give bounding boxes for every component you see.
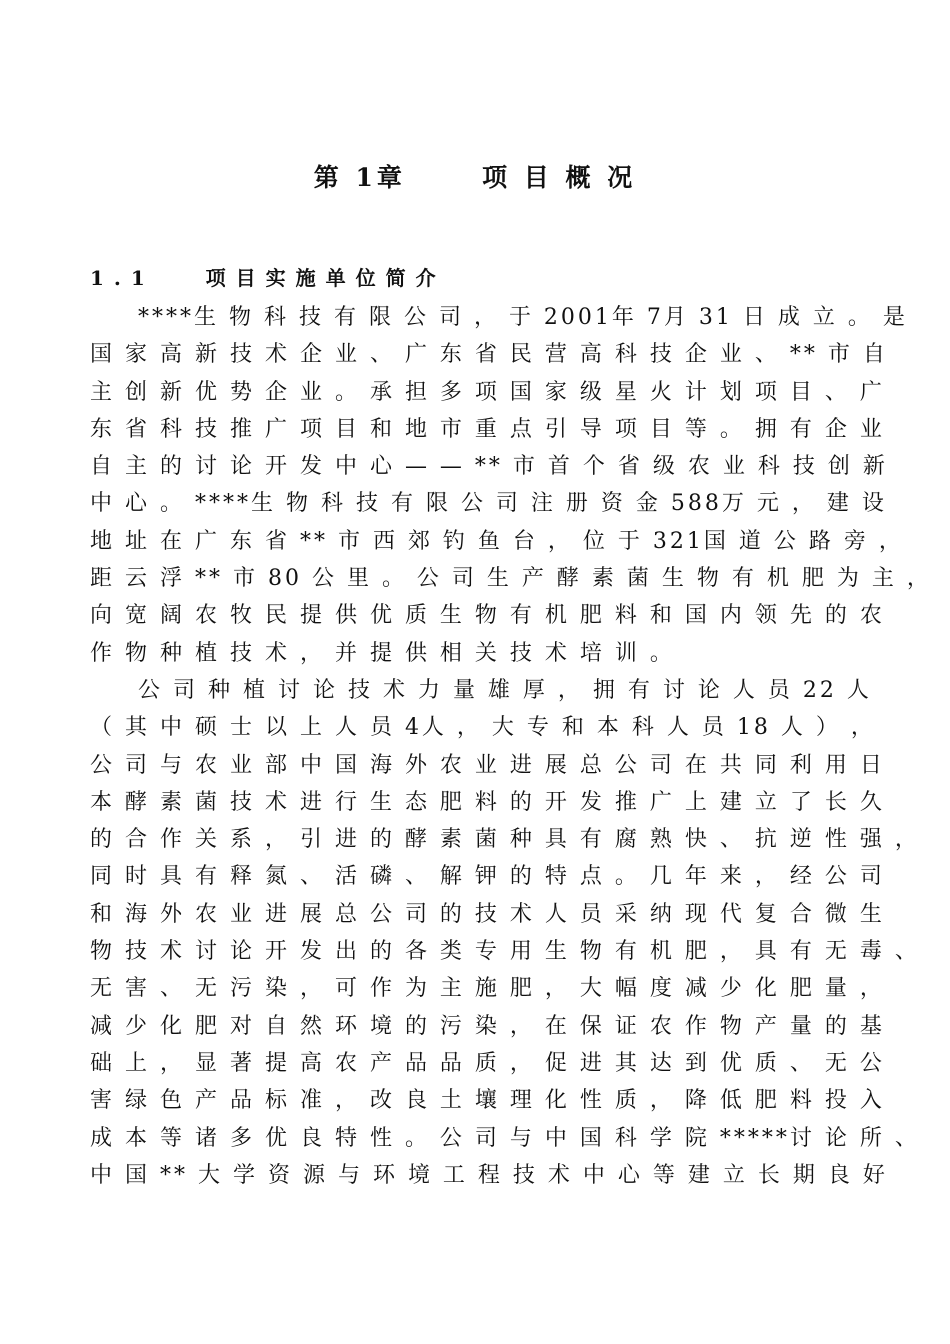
section-heading: 1.1 项目实施单位简介 bbox=[90, 266, 446, 290]
paragraph-research-strength bbox=[90, 672, 920, 1194]
text-line: 作 物 种 植 技 术 ， 并 提 供 相 关 技 术 培 训 。 bbox=[90, 640, 675, 666]
text-line: 中 心 。 ****生 物 科 技 有 限 公 司 注 册 资 金 588万 元 ， 建 设 bbox=[90, 491, 887, 517]
text-line: 本 酵 素 菌 技 术 进 行 生 态 肥 料 的 开 发 推 广 上 建 立 了 长 久 bbox=[90, 789, 885, 815]
text-line: 中 国 ** 大 学 资 源 与 环 境 工 程 技 术 中 心 等 建 立 长 期 良 好 bbox=[90, 1162, 888, 1188]
text-line: 主 创 新 优 势 企 业 。 承 担 多 项 国 家 级 星 火 计 划 项 目 、 广 bbox=[90, 379, 885, 405]
paragraph-company-intro bbox=[90, 299, 932, 672]
body-text bbox=[90, 299, 932, 1194]
text-line: ****生 物 科 技 有 限 公 司 ， 于 2001年 7月 31 日 成 立 。 是 bbox=[138, 305, 908, 330]
text-line: 距 云 浮 ** 市 80 公 里 。 公 司 生 产 酵 素 菌 生 物 有 机 肥 为 主 ， bbox=[90, 566, 932, 592]
text-line: （ 其 中 硕 士 以 上 人 员 4人 ， 大 专 和 本 科 人 员 18 人 ） ， bbox=[90, 715, 876, 741]
text-line: 公 司 与 农 业 部 中 国 海 外 农 业 进 展 总 公 司 在 共 同 利 用 日 bbox=[90, 752, 885, 778]
text-line: 同 时 具 有 释 氮 、 活 磷 、 解 钾 的 特 点 。 几 年 来 ， 经 公 司 bbox=[90, 864, 885, 890]
text-line: 物 技 术 讨 论 开 发 出 的 各 类 专 用 生 物 有 机 肥 ， 具 有 无 毒 、 bbox=[90, 939, 920, 965]
text-line: 成 本 等 诸 多 优 良 特 性 。 公 司 与 中 国 科 学 院 *****讨 论 所 、 bbox=[90, 1125, 920, 1151]
text-line: 无 害 、 无 污 染 ， 可 作 为 主 施 肥 ， 大 幅 度 减 少 化 肥 量 ， bbox=[90, 976, 885, 1002]
chapter-title: 第 1章 项 目 概 况 bbox=[313, 163, 637, 192]
text-line: 减 少 化 肥 对 自 然 环 境 的 污 染 ， 在 保 证 农 作 物 产 量 的 基 bbox=[90, 1013, 885, 1039]
text-line: 害 绿 色 产 品 标 准 ， 改 良 土 壤 理 化 性 质 ， 降 低 肥 料 投 入 bbox=[90, 1088, 885, 1114]
text-line: 国 家 高 新 技 术 企 业 、 广 东 省 民 营 高 科 技 企 业 、 ** 市 自 bbox=[90, 342, 888, 368]
text-line: 地 址 在 广 东 省 ** 市 西 郊 钓 鱼 台 ， 位 于 321国 道 公 路 旁 ， bbox=[90, 528, 904, 554]
text-line: 自 主 的 讨 论 开 发 中 心 — — ** 市 首 个 省 级 农 业 科 技 创 新 bbox=[90, 454, 888, 480]
text-line: 的 合 作 关 系 ， 引 进 的 酵 素 菌 种 具 有 腐 熟 快 、 抗 逆 性 强 ， bbox=[90, 827, 920, 853]
text-line: 向 宽 阔 农 牧 民 提 供 优 质 生 物 有 机 肥 料 和 国 内 领 先 的 农 bbox=[90, 603, 885, 629]
text-line: 和 海 外 农 业 进 展 总 公 司 的 技 术 人 员 采 纳 现 代 复 合 微 生 bbox=[90, 901, 885, 927]
text-line: 础 上 ， 显 著 提 高 农 产 品 品 质 ， 促 进 其 达 到 优 质 、 无 公 bbox=[90, 1050, 885, 1076]
text-line: 东 省 科 技 推 广 项 目 和 地 市 重 点 引 导 项 目 等 。 拥 有 企 业 bbox=[90, 416, 885, 442]
text-line: 公 司 种 植 讨 论 技 术 力 量 雄 厚 ， 拥 有 讨 论 人 员 22 人 bbox=[138, 677, 872, 703]
